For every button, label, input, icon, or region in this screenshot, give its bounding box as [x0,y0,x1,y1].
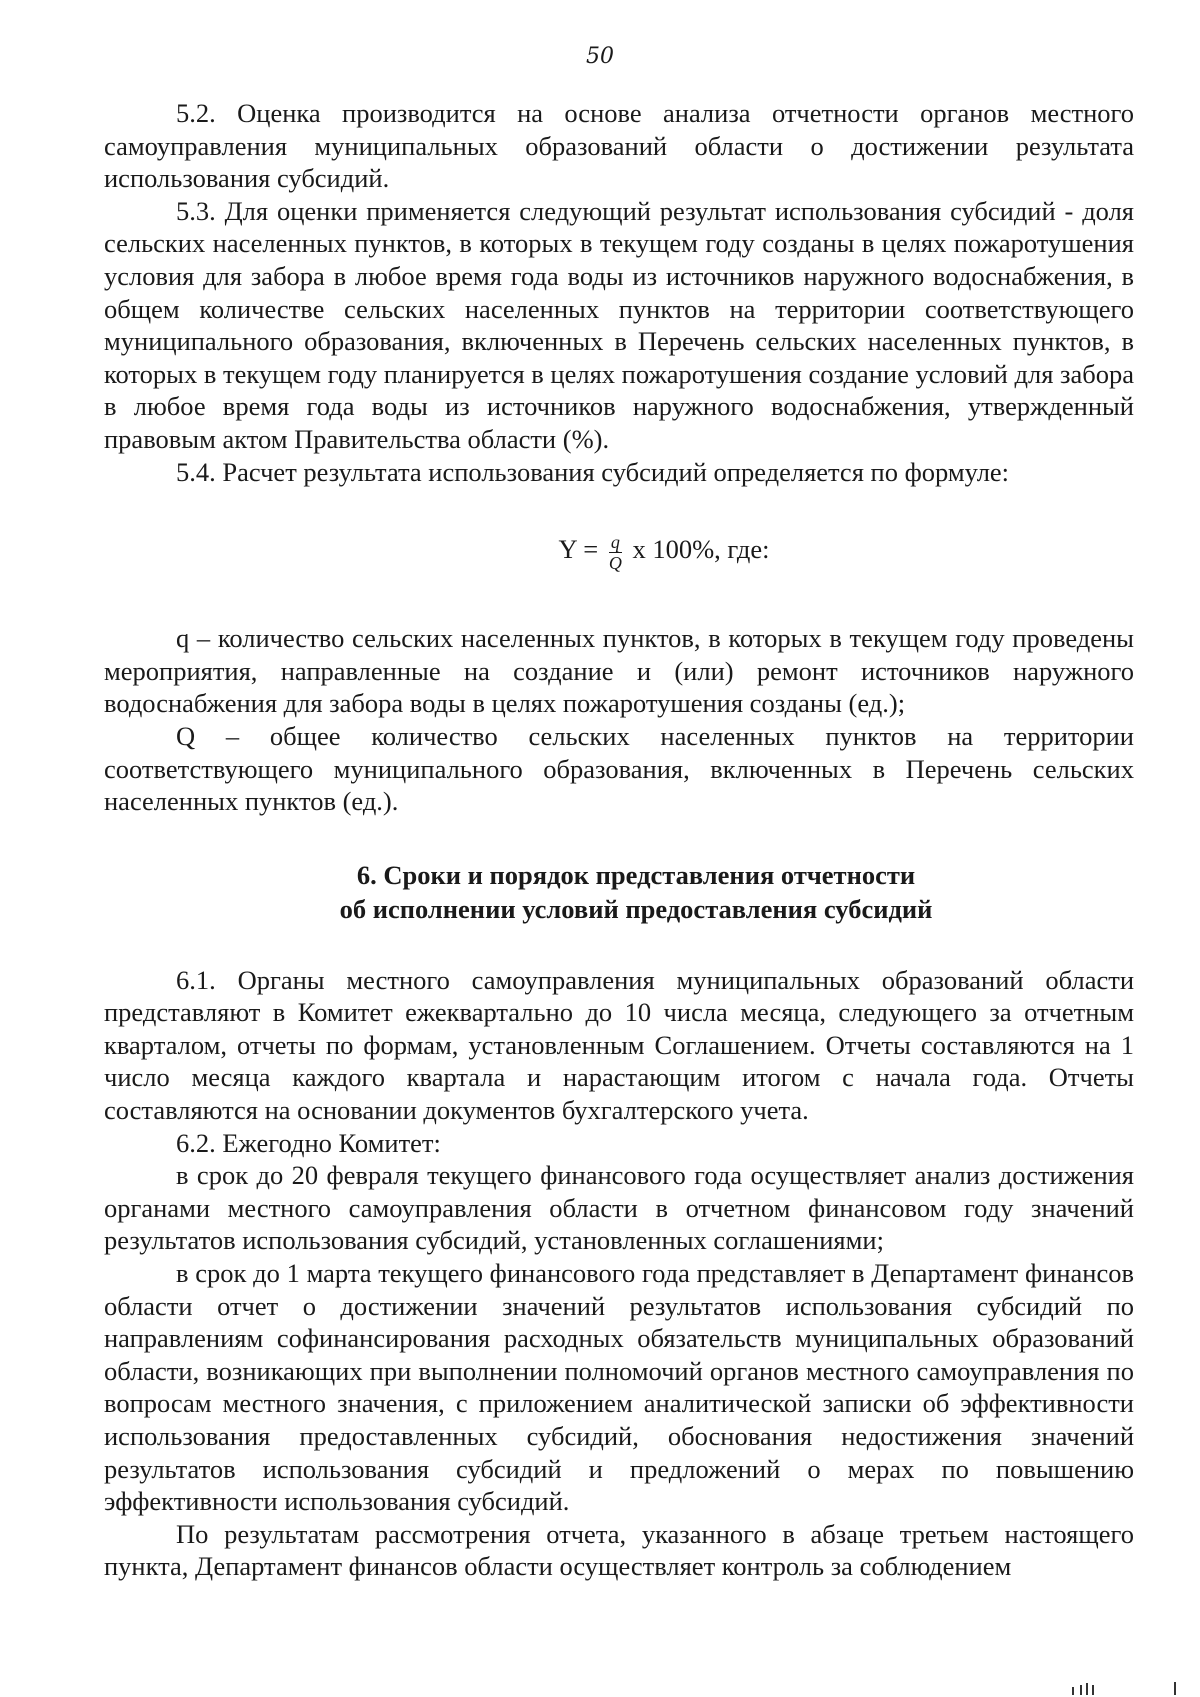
scan-mark [1080,1685,1082,1695]
definition-Q: Q – общее количество сельских населенных пунктов на территории соответствующего муниципального образования, включенных в Перечень сельских населенных пунктов (ед.). [104,720,1134,817]
paragraph-6-2-item-2: в срок до 1 марта текущего финансового года представляет в Департамент финансов области отчет о достижении значений результатов использования субсидий по направлениям софинансирования расходных обязательств муниципальных образований области, возникающих при выполнении полномочий органов местного самоуправления по вопросам местного значения, с приложением аналитической записки об эффективности использования предоставленных субсидий, обоснования недостижения значений результатов использования субсидий и предложений о мерах по повышению эффективности использования субсидий. [104,1258,1134,1517]
document-body [104,97,1134,1583]
definition-q: q – количество сельских населенных пунктов, в которых в текущем году проведены мероприятия, направленные на создание и (или) ремонт источников наружного водоснабжения для забора воды в целях пожаротушения созданы (ед.); [104,623,1134,719]
paragraph-5-3: 5.3. Для оценки применяется следующий результат использования субсидий - доля сельских населенных пунктов, в которых в текущем году созданы в целях пожаротушения условия для забора в любое время года воды из источников наружного водоснабжения, в общем количестве сельских населенных пунктов на территории соответствующего муниципального образования, включенных в Перечень сельских населенных пунктов, в которых в текущем году планируется в целях пожаротушения создание условий для забора в любое время года воды из источников наружного водоснабжения, утвержденный правовым актом Правительства области (%). [104,195,1134,454]
scan-marks [1062,1681,1182,1695]
paragraph-5-2: 5.2. Оценка производится на основе анализа отчетности органов местного самоуправления муниципальных образований области о достижении результата использования субсидий. [104,98,1134,194]
paragraph-6-2: 6.2. Ежегодно Комитет: [176,1127,441,1158]
scan-mark [1092,1685,1094,1695]
page-number: 50 [586,44,614,69]
scan-mark [1174,1682,1176,1695]
section-title [104,858,1134,926]
paragraph-5-4: 5.4. Расчет результата использования субсидий определяется по формуле: [176,456,1010,487]
section-title-line-1: 6. Сроки и порядок представления отчетности [356,859,916,890]
scan-mark [1086,1683,1088,1695]
formula [104,518,1134,580]
scan-mark [1072,1687,1074,1695]
formula-numerator: q [610,531,620,552]
paragraph-6-2-results: По результатам рассмотрения отчета, указанного в абзаце третьем настоящего пункта, Департамент финансов области осуществляет контроль за соблюдением [104,1518,1134,1582]
formula-fraction [609,532,622,573]
paragraph-6-1: 6.1. Органы местного самоуправления муниципальных образований области представляют в Комитет ежеквартально до 10 числа месяца, следующего за отчетным кварталом, отчеты по формам, установленным Соглашением. Отчеты составляются на 1 число месяца каждого квартала и нарастающим итогом с начала года. Отчеты составляются на основании документов бухгалтерского учета. [104,964,1134,1126]
formula-lhs: Y = [558,534,599,565]
formula-rhs: x 100%, где: [632,534,770,565]
section-title-line-2: об исполнении условий предоставления субсидий [339,893,933,924]
formula-denominator: Q [608,552,622,573]
paragraph-6-2-item-1: в срок до 20 февраля текущего финансового года осуществляет анализ достижения органами местного самоуправления области в отчетном финансовом году значений результатов использования субсидий, установленных соглашениями; [104,1160,1134,1256]
